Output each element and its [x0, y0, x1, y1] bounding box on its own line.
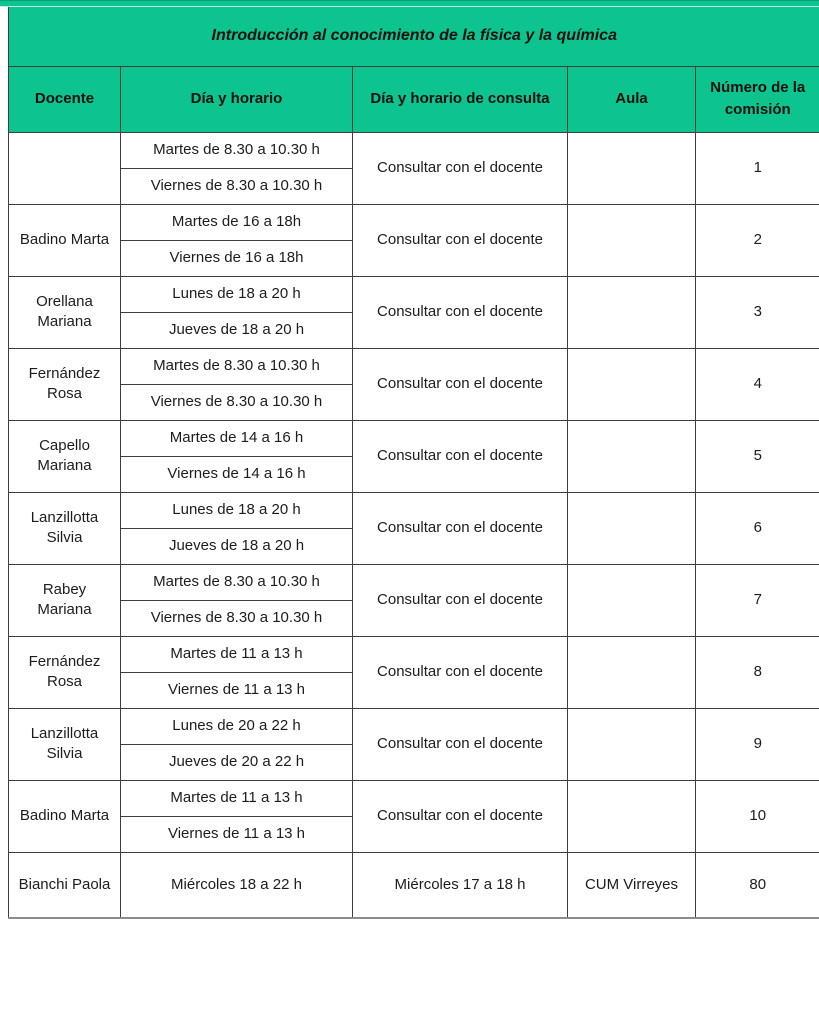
aula-cell: [568, 132, 696, 204]
comision-cell: 5: [696, 420, 819, 492]
horario-cell: Viernes de 14 a 16 h: [121, 456, 353, 492]
docente-cell: Rabey Mariana: [9, 564, 121, 636]
consulta-cell: Consultar con el docente: [353, 204, 568, 276]
horario-cell: Martes de 14 a 16 h: [121, 420, 353, 456]
docente-cell: Bianchi Paola: [9, 852, 121, 918]
horario-cell: Lunes de 20 a 22 h: [121, 708, 353, 744]
table-body: [9, 132, 819, 918]
col-header-comision: Número de la comisión: [696, 66, 819, 132]
aula-cell: [568, 708, 696, 780]
horario-cell: Viernes de 16 a 18h: [121, 240, 353, 276]
aula-cell: [568, 348, 696, 420]
column-header-row: [9, 66, 819, 132]
horario-cell: Miércoles 18 a 22 h: [121, 852, 353, 918]
aula-cell: [568, 492, 696, 564]
comision-cell: 1: [696, 132, 819, 204]
horario-cell: Martes de 11 a 13 h: [121, 636, 353, 672]
schedule-row: [9, 708, 819, 744]
aula-cell: [568, 564, 696, 636]
docente-cell: Lanzillotta Silvia: [9, 492, 121, 564]
comision-cell: 2: [696, 204, 819, 276]
aula-cell: [568, 636, 696, 708]
comision-cell: 7: [696, 564, 819, 636]
horario-cell: Viernes de 11 a 13 h: [121, 816, 353, 852]
schedule-row: [9, 636, 819, 672]
comision-cell: 10: [696, 780, 819, 852]
col-header-consulta: Día y horario de consulta: [353, 66, 568, 132]
horario-cell: Martes de 8.30 a 10.30 h: [121, 564, 353, 600]
docente-cell: [9, 132, 121, 204]
course-title: Introducción al conocimiento de la física y la química: [9, 7, 819, 66]
consulta-cell: Consultar con el docente: [353, 492, 568, 564]
comision-cell: 8: [696, 636, 819, 708]
consulta-cell: Consultar con el docente: [353, 420, 568, 492]
aula-cell: [568, 780, 696, 852]
horario-cell: Viernes de 8.30 a 10.30 h: [121, 384, 353, 420]
docente-cell: Fernández Rosa: [9, 636, 121, 708]
top-green-strip: [0, 0, 819, 7]
docente-cell: Badino Marta: [9, 780, 121, 852]
schedule-row: [9, 204, 819, 240]
consulta-cell: Consultar con el docente: [353, 132, 568, 204]
table-head: [9, 7, 819, 132]
consulta-cell: Consultar con el docente: [353, 780, 568, 852]
course-schedule-table: [8, 7, 819, 919]
schedule-row: [9, 348, 819, 384]
docente-cell: Fernández Rosa: [9, 348, 121, 420]
comision-cell: 9: [696, 708, 819, 780]
schedule-row: [9, 132, 819, 168]
horario-cell: Viernes de 8.30 a 10.30 h: [121, 600, 353, 636]
horario-cell: Lunes de 18 a 20 h: [121, 492, 353, 528]
col-header-aula: Aula: [568, 66, 696, 132]
horario-cell: Viernes de 11 a 13 h: [121, 672, 353, 708]
horario-cell: Jueves de 18 a 20 h: [121, 312, 353, 348]
horario-cell: Viernes de 8.30 a 10.30 h: [121, 168, 353, 204]
comision-cell: 3: [696, 276, 819, 348]
schedule-row: [9, 492, 819, 528]
schedule-row: [9, 276, 819, 312]
aula-cell: [568, 276, 696, 348]
aula-cell: [568, 204, 696, 276]
comision-cell: 80: [696, 852, 819, 918]
comision-cell: 6: [696, 492, 819, 564]
consulta-cell: Miércoles 17 a 18 h: [353, 852, 568, 918]
schedule-row: [9, 780, 819, 816]
horario-cell: Jueves de 20 a 22 h: [121, 744, 353, 780]
title-row: [9, 7, 819, 66]
horario-cell: Lunes de 18 a 20 h: [121, 276, 353, 312]
schedule-row: [9, 564, 819, 600]
schedule-row: [9, 852, 819, 918]
comision-cell: 4: [696, 348, 819, 420]
consulta-cell: Consultar con el docente: [353, 276, 568, 348]
col-header-horario: Día y horario: [121, 66, 353, 132]
aula-cell: [568, 420, 696, 492]
docente-cell: Badino Marta: [9, 204, 121, 276]
consulta-cell: Consultar con el docente: [353, 564, 568, 636]
horario-cell: Martes de 8.30 a 10.30 h: [121, 348, 353, 384]
consulta-cell: Consultar con el docente: [353, 636, 568, 708]
consulta-cell: Consultar con el docente: [353, 708, 568, 780]
docente-cell: Orellana Mariana: [9, 276, 121, 348]
docente-cell: Capello Mariana: [9, 420, 121, 492]
horario-cell: Jueves de 18 a 20 h: [121, 528, 353, 564]
consulta-cell: Consultar con el docente: [353, 348, 568, 420]
aula-cell: CUM Virreyes: [568, 852, 696, 918]
horario-cell: Martes de 11 a 13 h: [121, 780, 353, 816]
docente-cell: Lanzillotta Silvia: [9, 708, 121, 780]
col-header-docente: Docente: [9, 66, 121, 132]
schedule-row: [9, 420, 819, 456]
horario-cell: Martes de 16 a 18h: [121, 204, 353, 240]
horario-cell: Martes de 8.30 a 10.30 h: [121, 132, 353, 168]
